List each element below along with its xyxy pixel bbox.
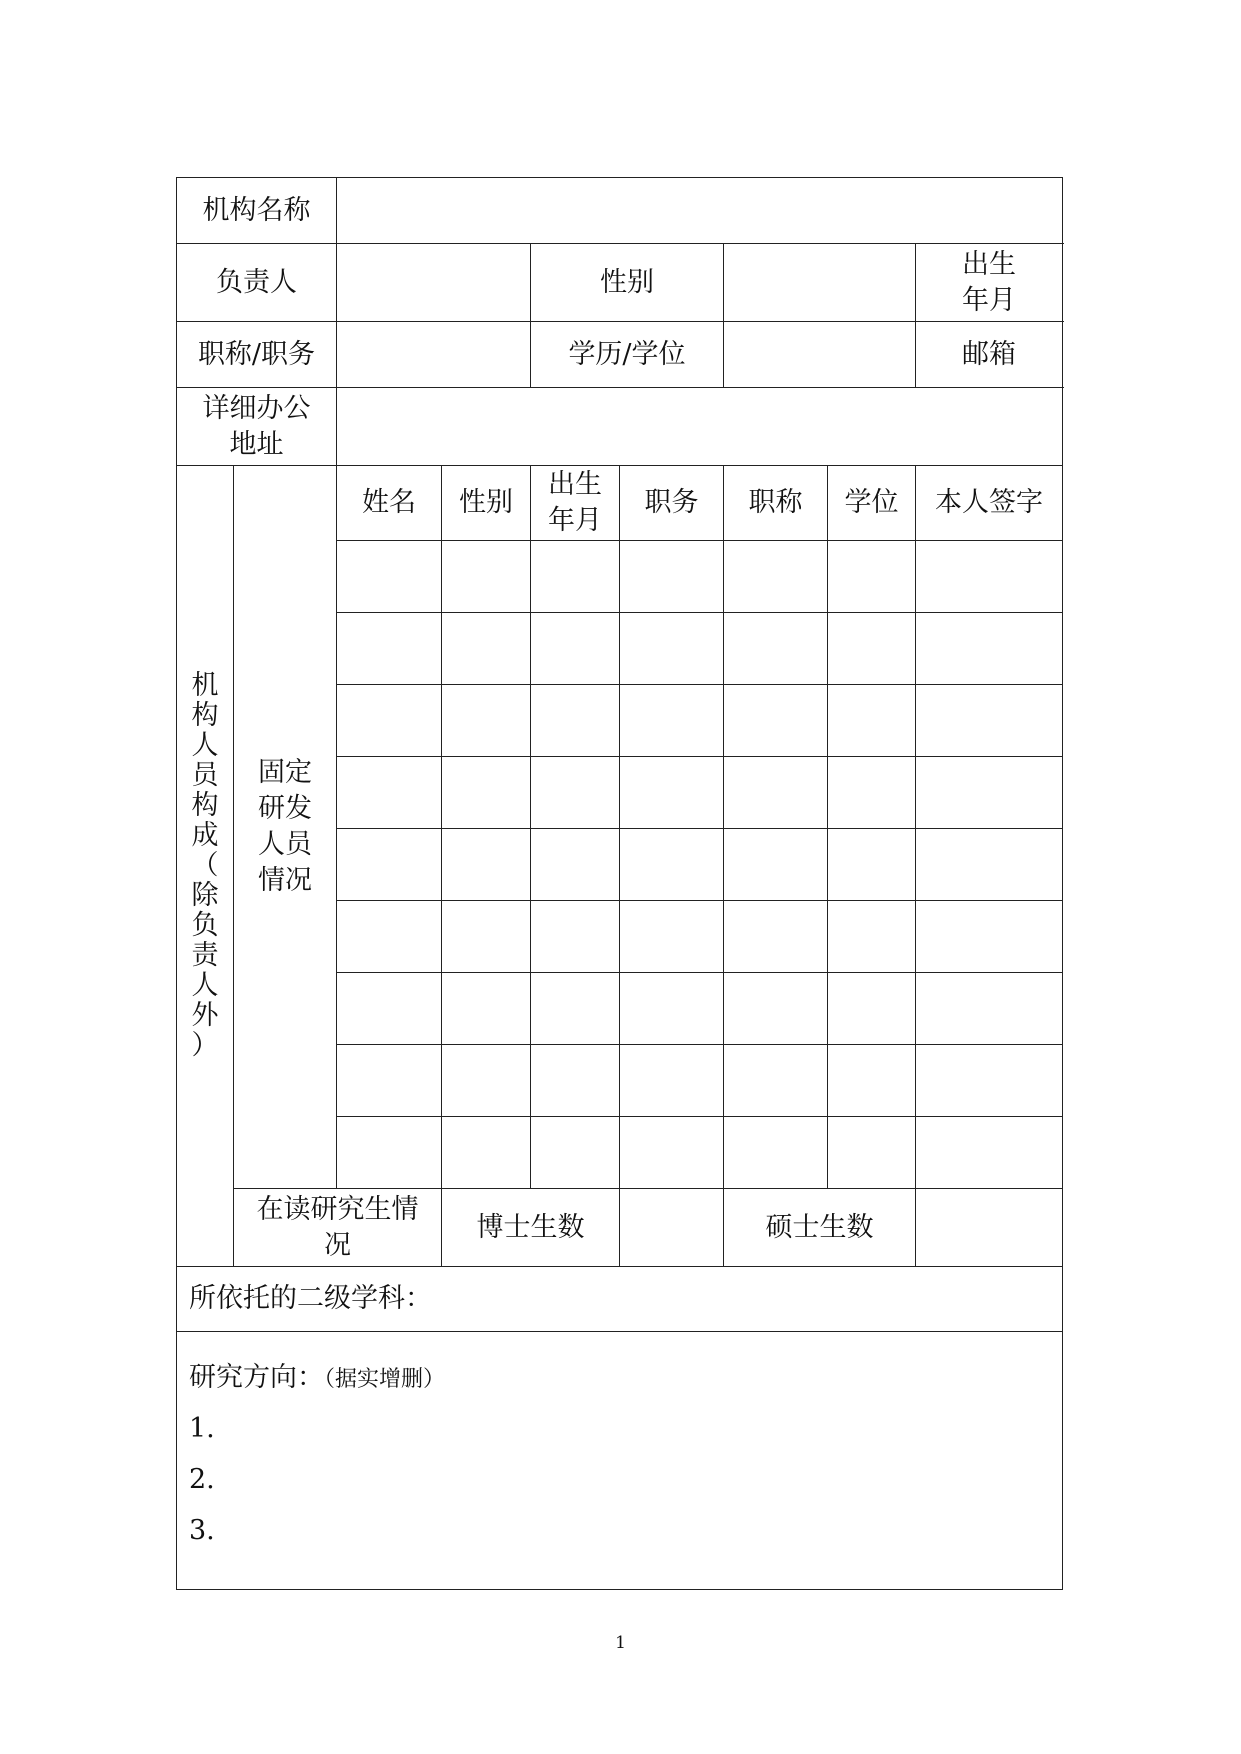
staff-cell[interactable]	[337, 1045, 442, 1117]
staff-cell[interactable]	[916, 1045, 1063, 1117]
staff-cell[interactable]	[337, 613, 442, 685]
phd-count-field[interactable]	[620, 1189, 724, 1267]
staff-cell[interactable]	[620, 829, 724, 901]
staff-cell[interactable]	[724, 901, 828, 973]
email-label: 邮箱	[916, 322, 1063, 388]
staff-cell[interactable]	[620, 901, 724, 973]
fixed-staff-label-line3: 人员	[258, 829, 312, 860]
staff-cell[interactable]	[442, 1045, 531, 1117]
staff-cell[interactable]	[442, 1117, 531, 1189]
header-birth-line1: 出生	[548, 469, 602, 500]
staff-cell[interactable]	[531, 973, 620, 1045]
staff-cell[interactable]	[916, 757, 1063, 829]
staff-header-row	[177, 466, 1063, 541]
staff-cell[interactable]	[724, 757, 828, 829]
staff-section-label	[177, 466, 234, 1267]
graduate-label-line2: 况	[324, 1229, 351, 1261]
staff-cell[interactable]	[620, 1117, 724, 1189]
staff-cell[interactable]	[531, 1117, 620, 1189]
staff-cell[interactable]	[724, 973, 828, 1045]
staff-cell[interactable]	[828, 541, 916, 613]
staff-cell[interactable]	[916, 901, 1063, 973]
staff-cell[interactable]	[620, 1045, 724, 1117]
address-row	[177, 388, 1063, 466]
staff-cell[interactable]	[531, 1045, 620, 1117]
staff-cell[interactable]	[724, 541, 828, 613]
staff-cell[interactable]	[337, 901, 442, 973]
staff-cell[interactable]	[442, 757, 531, 829]
address-label-line1: 详细办公	[202, 392, 311, 424]
staff-cell[interactable]	[724, 829, 828, 901]
staff-section-chars	[177, 671, 233, 1061]
staff-section-char: 外	[191, 1000, 219, 1031]
header-signature: 本人签字	[916, 466, 1063, 541]
title-duty-field[interactable]	[337, 322, 531, 388]
staff-cell[interactable]	[828, 1045, 916, 1117]
master-count-label: 硕士生数	[724, 1189, 916, 1267]
staff-cell[interactable]	[620, 613, 724, 685]
staff-cell[interactable]	[916, 541, 1063, 613]
staff-cell[interactable]	[724, 1045, 828, 1117]
org-name-field[interactable]	[337, 178, 1063, 244]
research-item: 2.	[189, 1464, 215, 1495]
header-duty: 职务	[620, 466, 724, 541]
leader-gender-field[interactable]	[724, 244, 916, 322]
staff-cell[interactable]	[916, 1117, 1063, 1189]
staff-cell[interactable]	[442, 541, 531, 613]
staff-cell[interactable]	[337, 685, 442, 757]
staff-section-char: 员	[191, 760, 219, 791]
staff-cell[interactable]	[828, 973, 916, 1045]
staff-cell[interactable]	[531, 829, 620, 901]
staff-cell[interactable]	[724, 685, 828, 757]
fixed-staff-label-line4: 情况	[258, 865, 312, 896]
staff-section-char: 成	[191, 820, 219, 851]
research-cell[interactable]	[177, 1332, 1063, 1590]
fixed-staff-label-line1: 固定	[258, 757, 312, 788]
leader-birth-label	[916, 244, 1063, 322]
staff-cell[interactable]	[442, 613, 531, 685]
staff-section-char: 人	[191, 970, 219, 1001]
staff-cell[interactable]	[337, 1117, 442, 1189]
staff-cell[interactable]	[828, 1117, 916, 1189]
title-duty-label: 职称/职务	[177, 322, 337, 388]
staff-cell[interactable]	[337, 829, 442, 901]
staff-cell[interactable]	[531, 685, 620, 757]
staff-cell[interactable]	[620, 685, 724, 757]
graduate-label	[234, 1189, 442, 1267]
staff-section-char: 构	[191, 700, 219, 731]
fixed-staff-label-line2: 研发	[258, 793, 312, 824]
staff-cell[interactable]	[828, 685, 916, 757]
staff-section-char: 构	[191, 790, 219, 821]
discipline-cell[interactable]	[177, 1267, 1063, 1332]
staff-cell[interactable]	[442, 901, 531, 973]
degree-label: 学历/学位	[531, 322, 724, 388]
master-count-field[interactable]	[916, 1189, 1063, 1267]
leader-gender-label: 性别	[531, 244, 724, 322]
staff-cell[interactable]	[916, 685, 1063, 757]
staff-cell[interactable]	[916, 613, 1063, 685]
header-degree: 学位	[828, 466, 916, 541]
research-item: 3.	[189, 1515, 215, 1546]
staff-cell[interactable]	[442, 829, 531, 901]
staff-section-char: ）	[191, 1030, 219, 1061]
staff-section-char: 机	[191, 670, 219, 701]
staff-section-char: 责	[191, 940, 219, 971]
research-item: 1.	[189, 1413, 215, 1444]
graduate-row	[177, 1189, 1063, 1267]
research-label: 研究方向：	[189, 1362, 324, 1393]
staff-cell[interactable]	[620, 757, 724, 829]
staff-cell[interactable]	[337, 973, 442, 1045]
header-gender: 性别	[442, 466, 531, 541]
address-field[interactable]	[337, 388, 1063, 466]
discipline-label: 所依托的二级学科：	[189, 1283, 432, 1314]
staff-cell[interactable]	[916, 973, 1063, 1045]
staff-cell[interactable]	[828, 829, 916, 901]
staff-cell[interactable]	[531, 613, 620, 685]
discipline-row	[177, 1267, 1063, 1332]
application-form-table	[176, 177, 1063, 1590]
graduate-label-line1: 在读研究生情	[256, 1193, 419, 1225]
staff-cell[interactable]	[724, 1117, 828, 1189]
staff-cell[interactable]	[442, 685, 531, 757]
staff-cell[interactable]	[531, 901, 620, 973]
degree-field[interactable]	[724, 322, 916, 388]
header-birth-line2: 年月	[548, 505, 602, 536]
page-number: 1	[615, 1633, 626, 1653]
address-label	[177, 388, 337, 466]
staff-cell[interactable]	[620, 973, 724, 1045]
staff-cell[interactable]	[828, 757, 916, 829]
phd-count-label: 博士生数	[442, 1189, 620, 1267]
leader-field[interactable]	[337, 244, 531, 322]
staff-cell[interactable]	[337, 541, 442, 613]
address-label-line2: 地址	[229, 428, 284, 460]
fixed-staff-label	[234, 466, 337, 1189]
leader-label: 负责人	[177, 244, 337, 322]
header-name: 姓名	[337, 466, 442, 541]
research-note: （据实增删）	[324, 1367, 446, 1392]
staff-cell[interactable]	[337, 757, 442, 829]
staff-section-char: 负	[191, 910, 219, 941]
staff-cell[interactable]	[916, 829, 1063, 901]
staff-section-char: 人	[191, 730, 219, 761]
staff-cell[interactable]	[620, 541, 724, 613]
org-name-label: 机构名称	[177, 178, 337, 244]
title-row	[177, 322, 1063, 388]
staff-section-char: （	[191, 850, 219, 881]
staff-cell[interactable]	[531, 541, 620, 613]
leader-birth-label-line2: 年月	[962, 284, 1016, 316]
leader-row	[177, 244, 1063, 322]
research-row	[177, 1332, 1063, 1590]
header-birth	[531, 466, 620, 541]
staff-cell[interactable]	[531, 757, 620, 829]
staff-cell[interactable]	[724, 613, 828, 685]
staff-section-char: 除	[191, 880, 219, 911]
staff-cell[interactable]	[828, 901, 916, 973]
staff-cell[interactable]	[442, 973, 531, 1045]
staff-cell[interactable]	[828, 613, 916, 685]
org-name-row	[177, 178, 1063, 244]
research-heading	[189, 1352, 1062, 1403]
leader-birth-label-line1: 出生	[962, 248, 1016, 280]
header-title: 职称	[724, 466, 828, 541]
